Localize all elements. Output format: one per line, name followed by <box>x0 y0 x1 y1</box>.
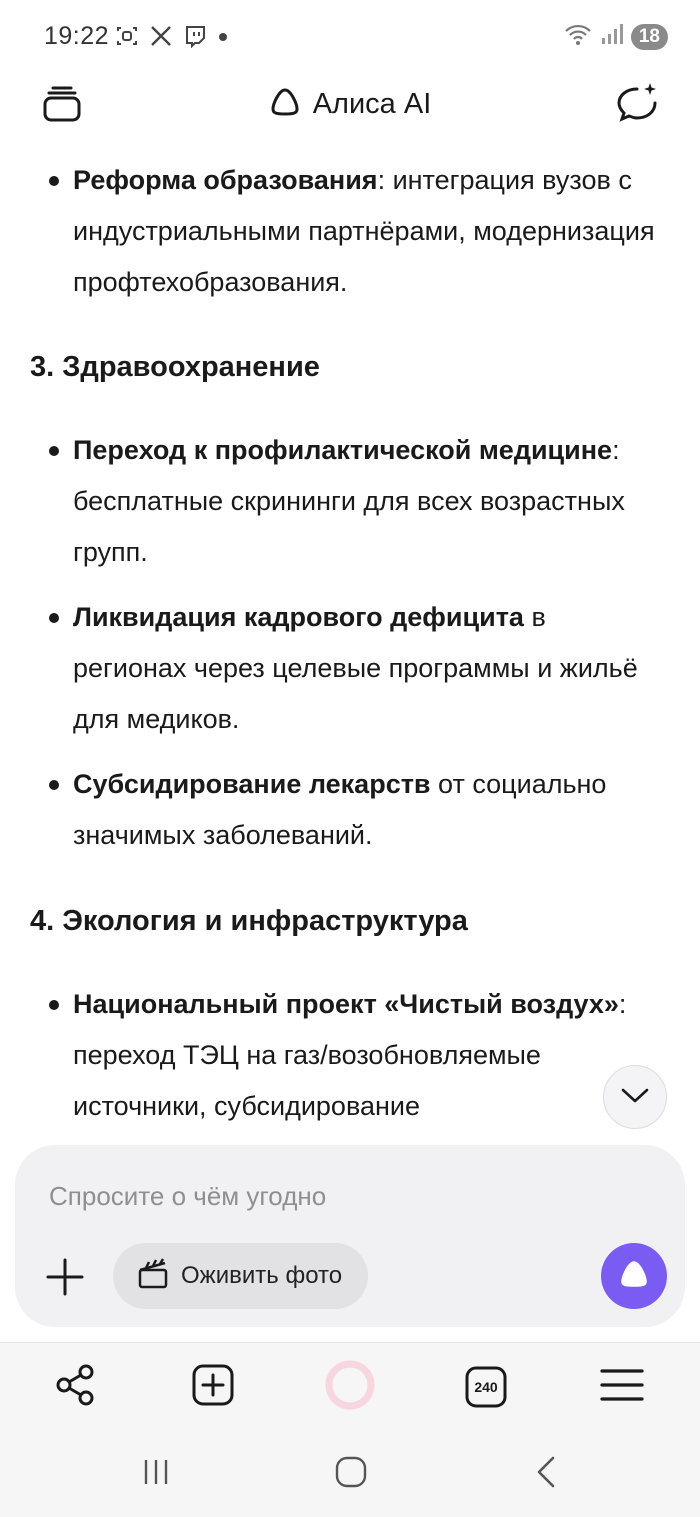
bullet-dot <box>49 446 59 456</box>
signal-icon <box>601 22 623 51</box>
add-tab-button[interactable] <box>189 1363 237 1411</box>
twitch-icon <box>183 24 207 53</box>
alice-logo-icon <box>269 86 301 123</box>
recent-apps-icon <box>140 1456 172 1493</box>
back-button[interactable] <box>527 1454 567 1494</box>
share-button[interactable] <box>51 1363 99 1411</box>
bullet-dot <box>49 176 59 186</box>
list-item: Реформа образования: интеграция вузов с индустриальными партнёрами, модернизация профтехобразования. <box>73 165 655 297</box>
scroll-down-button[interactable] <box>603 1065 667 1129</box>
share-icon <box>53 1363 97 1412</box>
page-title: Алиса AI <box>312 88 432 120</box>
alice-voice-button[interactable] <box>601 1243 667 1309</box>
section-heading: 3. Здравоохранение <box>30 351 320 383</box>
alice-icon <box>617 1257 651 1296</box>
menu-button[interactable] <box>598 1363 646 1411</box>
add-tab-icon <box>191 1363 235 1412</box>
browser-toolbar <box>0 1342 700 1430</box>
message-input[interactable]: Спросите о чём угодно <box>49 1181 327 1211</box>
home-icon <box>334 1455 368 1494</box>
screenshot-icon <box>115 24 139 53</box>
section-heading: 4. Экология и инфраструктура <box>30 905 468 937</box>
list-item: Национальный проект «Чистый воздух»: переход ТЭЦ на газ/возобновляемые источники, субсидирование <box>73 989 627 1121</box>
tabs-icon <box>464 1365 508 1409</box>
attach-button[interactable] <box>45 1257 85 1297</box>
alice-toolbar-button[interactable] <box>326 1363 374 1411</box>
app-header <box>0 72 700 138</box>
chat-content <box>0 138 700 1148</box>
bullet-dot <box>49 1000 59 1010</box>
x-icon <box>149 24 173 53</box>
alice-icon <box>325 1360 375 1415</box>
recent-apps-button[interactable] <box>136 1454 176 1494</box>
status-bar <box>0 0 700 72</box>
tabs-count: 240 <box>474 1379 498 1395</box>
chip-label: Оживить фото <box>181 1262 343 1289</box>
list-item: Субсидирование лекарств от социально значимых заболеваний. <box>73 769 607 850</box>
clapperboard-icon <box>137 1258 169 1295</box>
back-icon <box>533 1455 561 1494</box>
bullet-dot <box>49 613 59 623</box>
battery-indicator: 18 <box>631 24 668 50</box>
bullet-dot <box>49 780 59 790</box>
new-chat-icon[interactable] <box>614 80 660 131</box>
menu-icon <box>599 1363 645 1412</box>
system-nav-bar <box>0 1430 700 1517</box>
dot-icon <box>217 30 229 48</box>
wifi-icon <box>563 22 593 51</box>
message-composer <box>15 1145 685 1327</box>
home-button[interactable] <box>331 1454 371 1494</box>
status-time: 19:22 <box>44 22 110 50</box>
chevron-down-icon <box>620 1085 650 1110</box>
tabs-button[interactable] <box>462 1363 510 1411</box>
animate-photo-button[interactable] <box>113 1243 368 1309</box>
list-item: Ликвидация кадрового дефицита в регионах через целевые программы и жильё для медиков. <box>73 602 638 734</box>
list-item: Переход к профилактической медицине: бесплатные скрининги для всех возрастных групп. <box>73 435 625 567</box>
